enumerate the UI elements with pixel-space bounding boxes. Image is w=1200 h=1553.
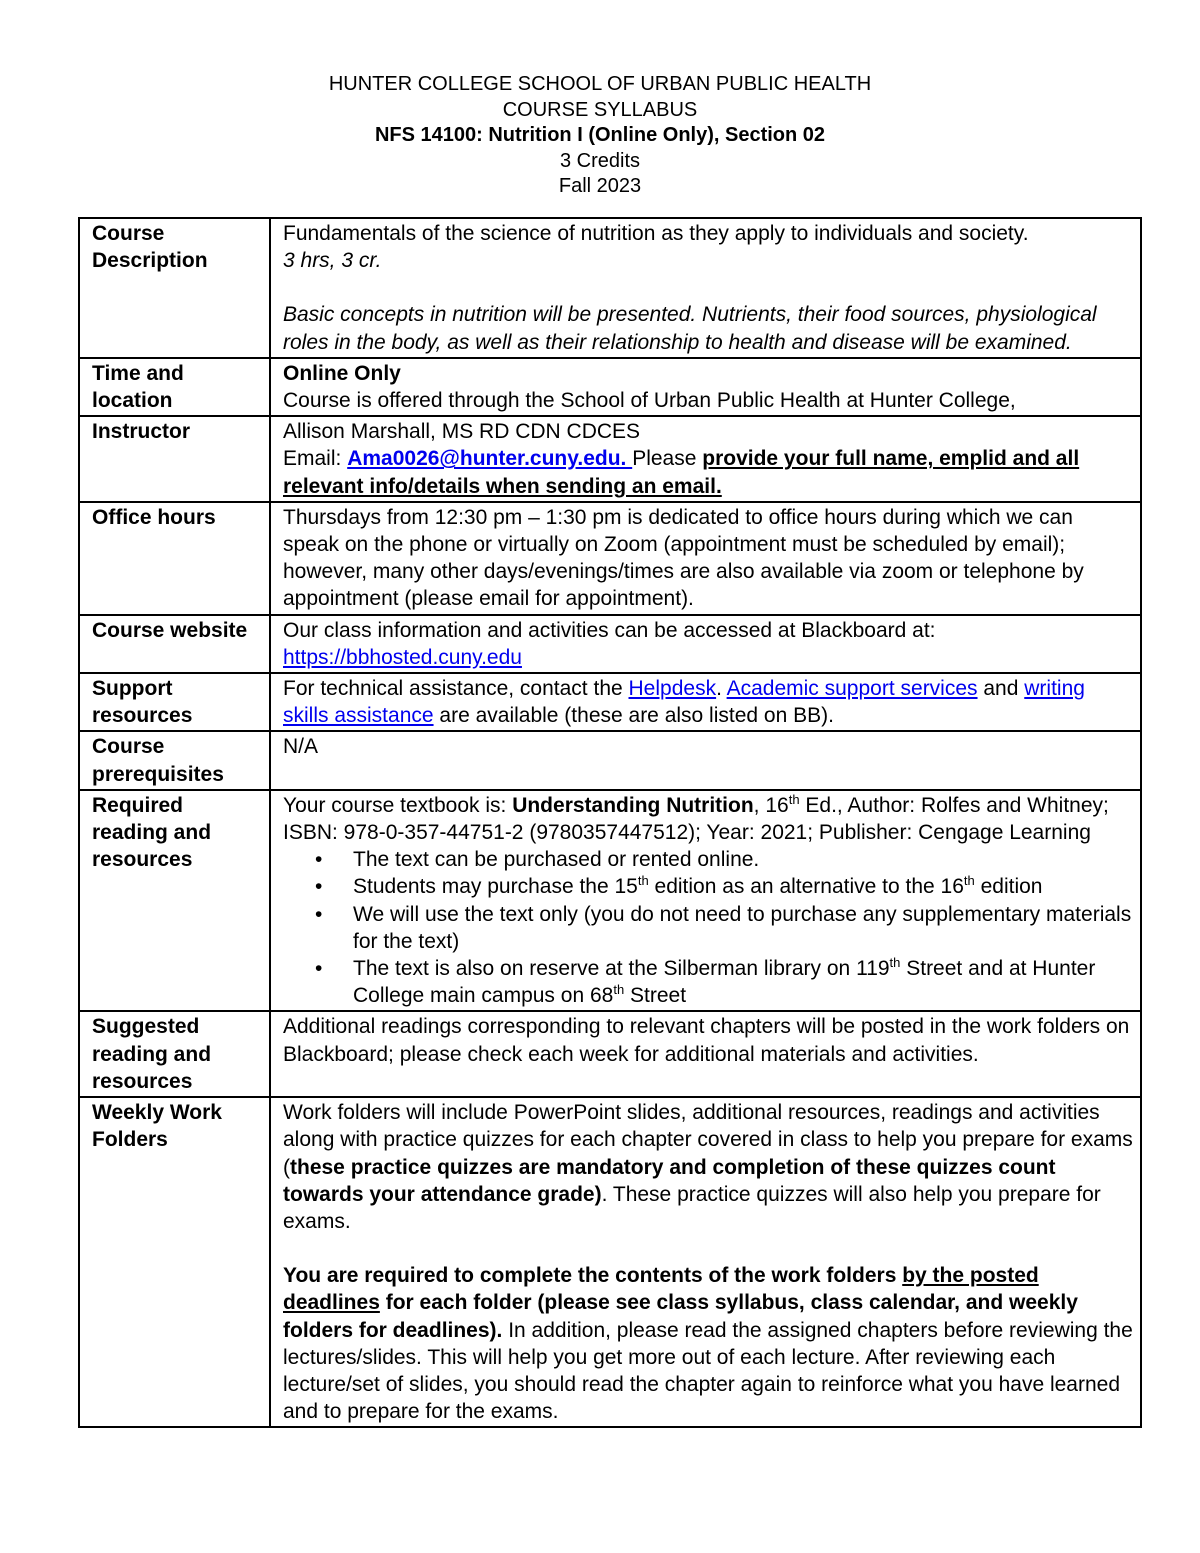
row-label: Time and location <box>79 358 270 416</box>
textbook-info: Your course textbook is: Understanding Nutrition, 16th Ed., Author: Rolfes and Whitney; ISBN: 978-0-357-44751-2 (9780357447512); Year: 2021; Publisher: Cengage Learning <box>283 791 1109 845</box>
table-row <box>79 673 1141 731</box>
textbook-bullets <box>283 846 1134 1009</box>
list-item: • The text can be purchased or rented online. <box>353 846 1134 873</box>
description-detail: Basic concepts in nutrition will be presented. Nutrients, their food sources, physiological roles in the body, as well as their relationship to health and disease will be examined. <box>283 303 1097 354</box>
list-item: • We will use the text only (you do not need to purchase any supplementary materials for the text) <box>353 901 1134 955</box>
row-label: Required reading and resources <box>79 790 270 1012</box>
row-label: Course website <box>79 615 270 673</box>
office-hours-text: Thursdays from 12:30 pm – 1:30 pm is dedicated to office hours during which we can speak on the phone or virtually on Zoom (appointment must be scheduled by email); however, many other days/evenings/times are also available via zoom or telephone by appointment (please email for appointment). <box>270 502 1141 615</box>
weekly-folders-p2: You are required to complete the contents of the work folders by the posted deadlines for each folder (please see class syllabus, class calendar, and weekly folders for deadlines). In addition, please read the assigned chapters before reviewing the lectures/slides. This will help you get more out of each lecture. After reviewing each lecture/set of slides, you should read the chapter again to reinforce what you have learned and to prepare for the exams. <box>283 1264 1133 1424</box>
row-label: Weekly Work Folders <box>79 1097 270 1427</box>
table-row <box>79 1011 1141 1097</box>
weekly-folders-p1: Work folders will include PowerPoint slides, additional resources, readings and activities along with practice quizzes for each chapter covered in class to help you prepare for exams (these practice quizzes are mandatory and completion of these quizzes count towards your attendance grade). These practice quizzes will also help you prepare for exams. <box>283 1101 1133 1233</box>
row-label: Support resources <box>79 673 270 731</box>
row-label: Suggested reading and resources <box>79 1011 270 1097</box>
row-label: Office hours <box>79 502 270 615</box>
document-title: COURSE SYLLABUS <box>502 98 698 121</box>
instructor-email-link[interactable]: Ama0026@hunter.cuny.edu. <box>347 447 633 471</box>
row-label: Course Description <box>79 218 270 358</box>
helpdesk-link[interactable]: Helpdesk <box>628 677 717 701</box>
course-term: Fall 2023 <box>558 175 642 197</box>
table-row <box>79 358 1141 416</box>
blackboard-link[interactable]: https://bbhosted.cuny.edu <box>283 645 522 669</box>
table-row <box>79 416 1141 502</box>
table-row <box>79 731 1141 789</box>
weekly-folders-cell <box>270 1097 1141 1427</box>
suggested-reading-text: Additional readings corresponding to relevant chapters will be posted in the work folders on Blackboard; please check each week for additional materials and activities. <box>270 1011 1141 1097</box>
course-description-cell <box>270 218 1141 358</box>
table-row <box>79 502 1141 615</box>
table-row <box>79 615 1141 673</box>
course-credits: 3 Credits <box>559 149 641 172</box>
website-text: Our class information and activities can be accessed at Blackboard at: <box>283 618 936 642</box>
instructor-name: Allison Marshall, MS RD CDN CDCES <box>283 420 641 444</box>
instructor-email-line: Email: Ama0026@hunter.cuny.edu. Please provide your full name, emplid and all relevant info/details when sending an email. <box>283 447 1080 498</box>
description-text: Fundamentals of the science of nutrition as they apply to individuals and society. 3 hrs, 3 cr. <box>283 222 1029 273</box>
delivery-mode: Online Only <box>283 361 401 385</box>
list-item: • The text is also on reserve at the Silberman library on 119th Street and at Hunter College main campus on 68th Street <box>353 955 1134 1009</box>
table-row <box>79 1097 1141 1427</box>
time-location-cell <box>270 358 1141 416</box>
prerequisites-text: N/A <box>270 731 1141 789</box>
location-text: Course is offered through the School of Urban Public Health at Hunter College, <box>283 389 1016 413</box>
writing-skills-link[interactable]: writing skills assistance <box>283 677 1085 728</box>
support-resources-cell: For technical assistance, contact the Helpdesk. Academic support services and writing skills assistance are available (these are also listed on BB). <box>270 673 1141 731</box>
list-item: • Students may purchase the 15th edition as an alternative to the 16th edition <box>353 873 1134 900</box>
row-label: Course prerequisites <box>79 731 270 789</box>
instructor-cell <box>270 416 1141 502</box>
required-reading-cell <box>270 790 1141 1012</box>
row-label: Instructor <box>79 416 270 502</box>
table-row <box>79 218 1141 358</box>
academic-support-link[interactable]: Academic support services <box>726 677 978 701</box>
college-name: HUNTER COLLEGE SCHOOL OF URBAN PUBLIC HEALTH <box>328 73 872 95</box>
course-title: NFS 14100: Nutrition I (Online Only), Section 02 <box>374 124 826 146</box>
syllabus-header <box>0 72 1200 200</box>
syllabus-table <box>78 217 1142 1428</box>
table-row <box>79 790 1141 1012</box>
course-website-cell <box>270 615 1141 673</box>
